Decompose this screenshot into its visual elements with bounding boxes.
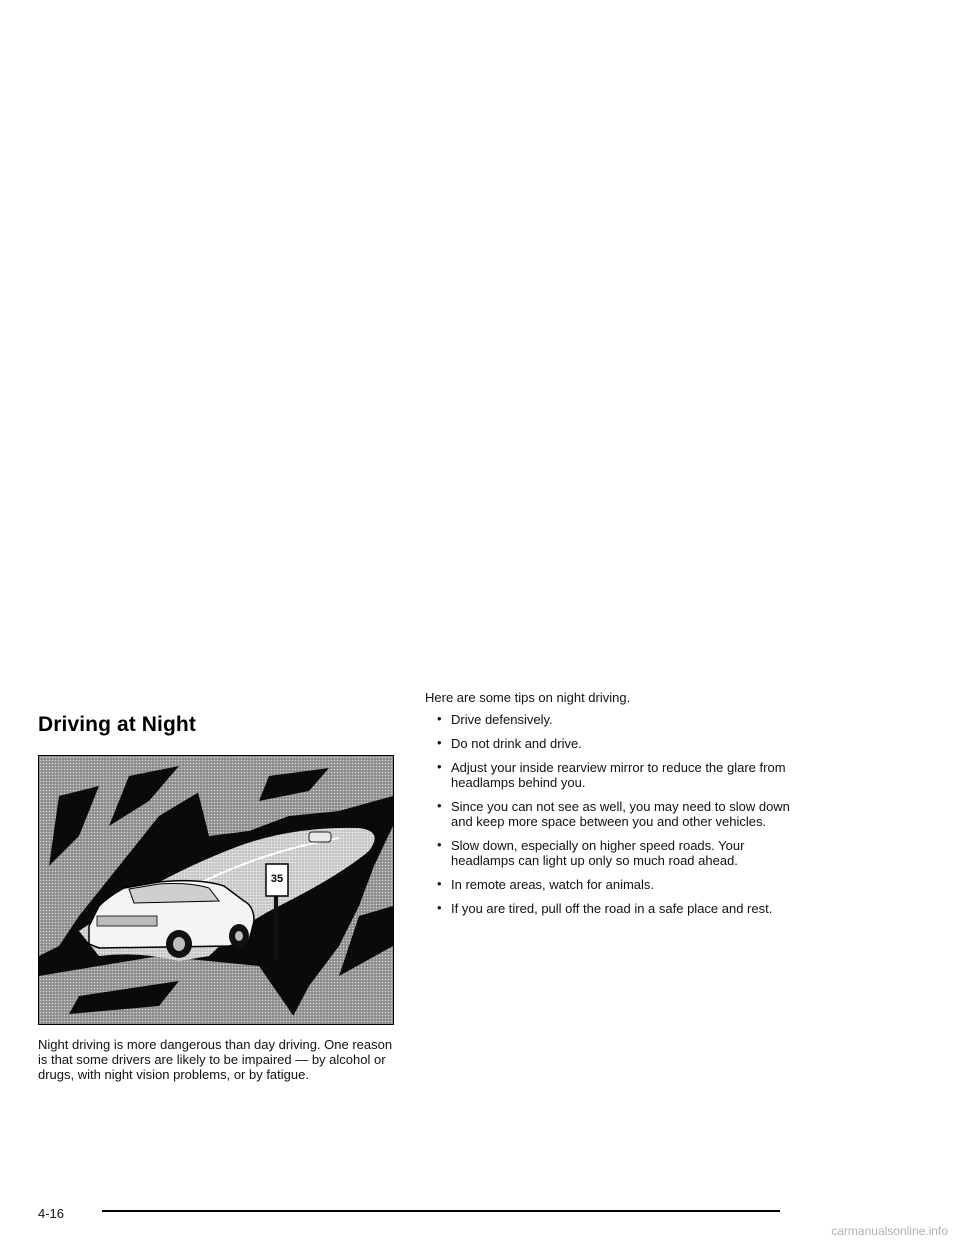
bullet: • (437, 837, 442, 852)
list-item (425, 736, 795, 751)
tips-list (425, 712, 795, 925)
list-item-text: Do not drink and drive. (451, 736, 582, 751)
bullet: • (437, 798, 442, 813)
list-item-text: If you are tired, pull off the road in a safe place and rest. (451, 901, 773, 916)
night-road-scene (39, 756, 393, 1024)
page-number: 4-16 (38, 1206, 65, 1221)
list-item-text: In remote areas, watch for animals. (451, 877, 655, 892)
list-item (425, 838, 795, 868)
list-item (425, 877, 795, 892)
night-driving-illustration (38, 755, 394, 1025)
list-item (425, 712, 795, 727)
tips-lead: Here are some tips on night driving. (425, 690, 631, 705)
bullet: • (437, 735, 442, 750)
bullet: • (437, 711, 442, 726)
list-item (425, 760, 795, 790)
watermark[interactable]: carmanualsonline.info (831, 1224, 948, 1238)
list-item-text: Since you can not see as well, you may need to slow down and keep more space between you and other vehicles. (451, 799, 790, 829)
bullet: • (437, 759, 442, 774)
bullet: • (437, 876, 442, 891)
list-item-text: Drive defensively. (451, 712, 553, 727)
list-item-text: Slow down, especially on higher speed roads. Your headlamps can light up only so much road ahead. (451, 838, 745, 868)
oncoming-car (309, 832, 331, 842)
list-item (425, 901, 795, 916)
page-title: Driving at Night (38, 713, 196, 736)
list-item-text: Adjust your inside rearview mirror to reduce the glare from headlamps behind you. (451, 760, 786, 790)
bullet: • (437, 900, 442, 915)
list-item (425, 799, 795, 829)
speed-sign-number: 35 (270, 873, 284, 885)
footer-rule (102, 1210, 780, 1212)
intro-paragraph: Night driving is more dangerous than day driving. One reason is that some drivers are likely to be impaired — by alcohol or drugs, with night vision problems, or by fatigue. (38, 1037, 393, 1082)
